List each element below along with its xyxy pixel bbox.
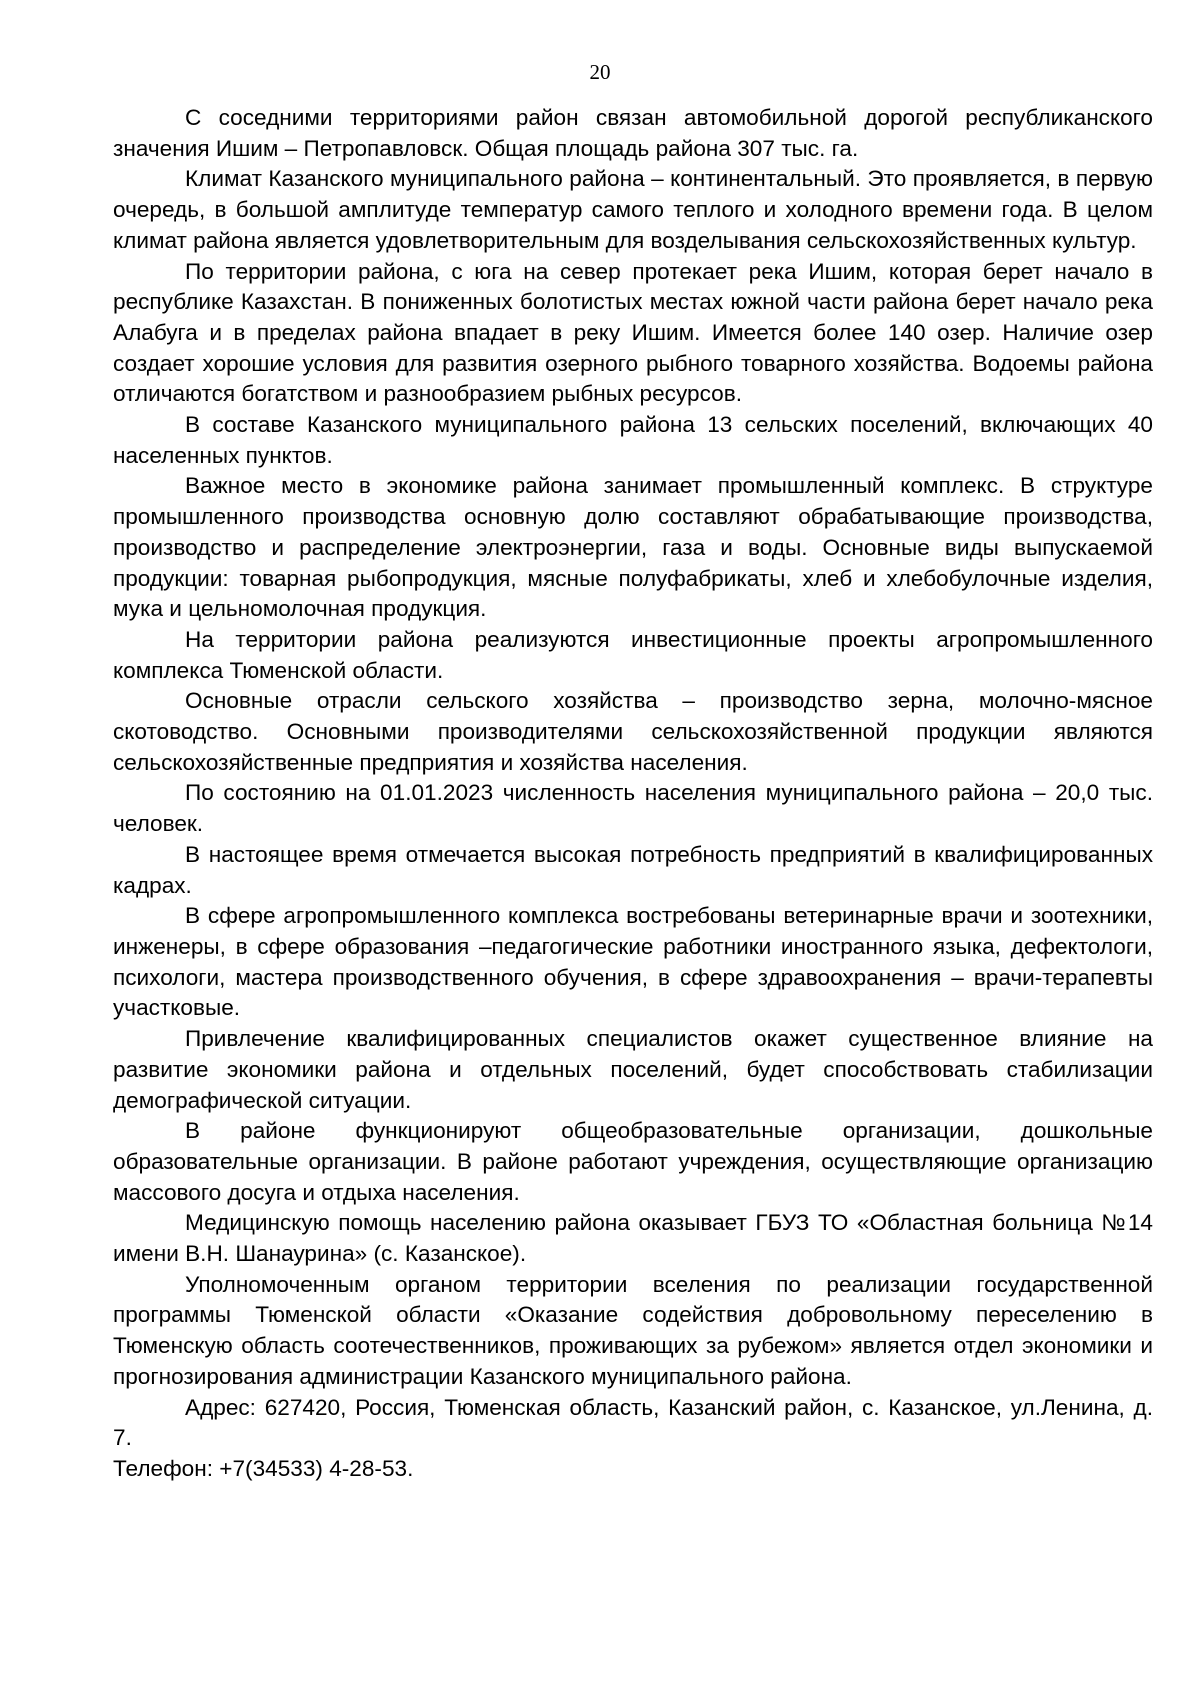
paragraph-population: По состоянию на 01.01.2023 численность населения муниципального района – 20,0 тыс. человек. <box>113 780 1153 837</box>
paragraph-address: Адрес: 627420, Россия, Тюменская область, Казанский район, с. Казанское, ул.Ленина, д. 7. <box>113 1394 1153 1451</box>
paragraph-authorized-body: Уполномоченным органом территории вселения по реализации государственной программы Тюменской области «Оказание содействия добровольному переселению в Тюменскую область соотечественников, проживающих за рубежом» является отдел экономики и прогнозирования администрации Казанского муниципального района. <box>113 1271 1153 1389</box>
paragraph-agriculture: Основные отрасли сельского хозяйства – производство зерна, молочно-мясное скотоводство. Основными производителями сельскохозяйственной продукции являются сельскохозяйственные предприятия и хозяйства населения. <box>113 688 1153 775</box>
paragraph-specialists-impact: Привлечение квалифицированных специалистов окажет существенное влияние на развитие экономики района и отдельных поселений, будет способствовать стабилизации демографической ситуации. <box>113 1026 1153 1113</box>
page-number: 20 <box>589 60 611 84</box>
document-body <box>113 103 1153 1485</box>
phone-line: Телефон: +7(34533) 4-28-53. <box>113 1455 414 1481</box>
paragraph-medical-care: Медицинскую помощь населению района оказывает ГБУЗ ТО «Областная больница №14 имени В.Н. Шанаурина» (с. Казанское). <box>113 1210 1153 1267</box>
paragraph-rivers-lakes: По территории района, с юга на север протекает река Ишим, которая берет начало в республике Казахстан. В пониженных болотистых местах южной части района берет начало река Алабуга и в пределах района впадает в реку Ишим. Имеется более 140 озер. Наличие озер создает хорошие условия для развития озерного рыбного товарного хозяйства. Водоемы района отличаются богатством и разнообразием рыбных ресурсов. <box>113 258 1153 407</box>
paragraph-industry: Важное место в экономике района занимает промышленный комплекс. В структуре промышленного производства основную долю составляют обрабатывающие производства, производство и распределение электроэнергии, газа и воды. Основные виды выпускаемой продукции: товарная рыбопродукция, мясные полуфабрикаты, хлеб и хлебобулочные изделия, мука и цельномолочная продукция. <box>113 473 1153 622</box>
paragraph-roads-area: С соседними территориями район связан автомобильной дорогой республиканского значения Ишим – Петропавловск. Общая площадь района 307 тыс. га. <box>113 105 1153 161</box>
paragraph-investment: На территории района реализуются инвестиционные проекты агропромышленного комплекса Тюменской области. <box>113 626 1153 683</box>
paragraph-education-leisure: В районе функционируют общеобразовательные организации, дошкольные образовательные организации. В районе работают учреждения, осуществляющие организацию массового досуга и отдыха населения. <box>113 1118 1153 1205</box>
paragraph-settlements: В составе Казанского муниципального района 13 сельских поселений, включающих 40 населенных пунктов. <box>113 412 1153 468</box>
paragraph-staff-demand: В настоящее время отмечается высокая потребность предприятий в квалифицированных кадрах. <box>113 841 1153 898</box>
paragraph-climate: Климат Казанского муниципального района – континентальный. Это проявляется, в первую очередь, в большой амплитуде температур самого теплого и холодного времени года. В целом климат района является удовлетворительным для возделывания сельскохозяйственных культур. <box>113 166 1153 253</box>
paragraph-professions: В сфере агропромышленного комплекса востребованы ветеринарные врачи и зоотехники, инженеры, в сфере образования –педагогические работники иностранного языка, дефектологи, психологи, мастера производственного обучения, в сфере здравоохранения – врачи-терапевты участковые. <box>113 903 1153 1021</box>
